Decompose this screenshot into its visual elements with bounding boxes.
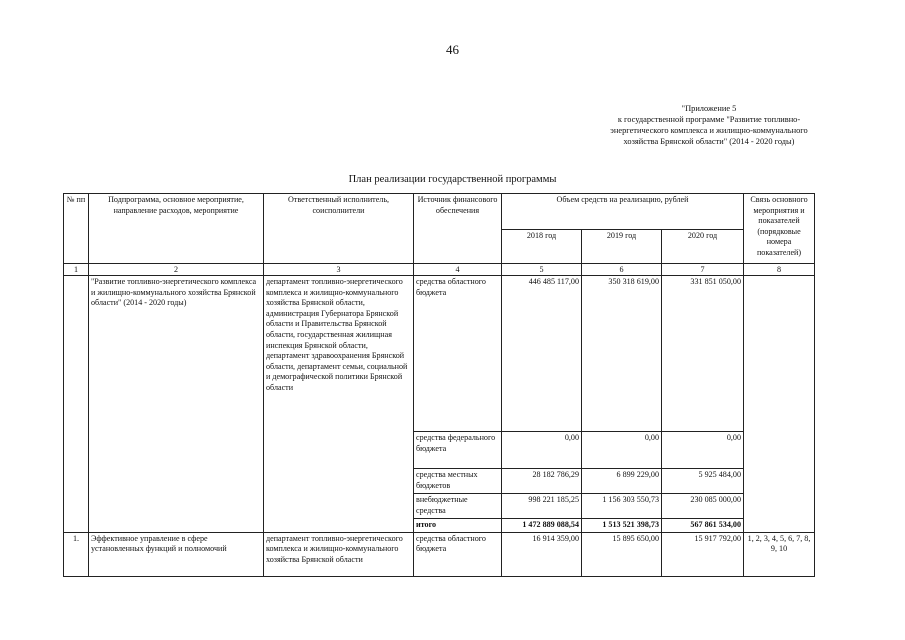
value-2018: 998 221 185,25 [502,494,582,519]
table-row [64,532,815,576]
program-num-cell [64,276,89,533]
value-2018: 28 182 786,29 [502,469,582,494]
item-name: Эффективное управление в сфере установленных функций и полномочий [89,532,264,576]
header-2019: 2019 год [582,230,662,264]
column-number: 8 [744,264,815,276]
source-cell: средства федерального бюджета [414,432,502,469]
source-cell: средства областного бюджета [414,276,502,432]
value-2018: 0,00 [502,432,582,469]
source-cell: средства областного бюджета [414,532,502,576]
value-2020: 0,00 [662,432,744,469]
plan-table [63,193,815,577]
value-2019: 0,00 [582,432,662,469]
item-num: 1. [64,532,89,576]
appendix-line: к государственной программе "Развитие топливно- [617,115,801,124]
appendix-line: хозяйства Брянской области" (2014 - 2020 годы) [623,137,795,146]
column-number: 3 [264,264,414,276]
appendix-line: "Приложение 5 [681,104,737,113]
value-2018: 16 914 359,00 [502,532,582,576]
value-2020: 230 085 000,00 [662,494,744,519]
header-2018: 2018 год [502,230,582,264]
value-2019: 15 895 650,00 [582,532,662,576]
header-executor: Ответственный исполнитель, соисполнители [264,194,414,264]
item-link: 1, 2, 3, 4, 5, 6, 7, 8, 9, 10 [744,532,815,576]
column-number: 4 [414,264,502,276]
appendix-note [594,103,824,147]
table-row [64,276,815,432]
value-2020: 5 925 484,00 [662,469,744,494]
column-number: 5 [502,264,582,276]
total-2020: 567 861 534,00 [662,519,744,533]
source-cell: внебюджетные средства [414,494,502,519]
value-2019: 350 318 619,00 [582,276,662,432]
page-number: 46 [446,42,459,57]
program-executor: департамент топливно-энергетического комплекса и жилищно-коммунального хозяйства Брянской области, администрация Губернатора Брянской области и Правительства Брянской области, государственная жилищная инспекция Брянской области, департамент здравоохранения Брянской области, департамент семьи, социальной и демографической политики Брянской области [264,276,414,533]
program-link-cell [744,276,815,533]
total-2019: 1 513 521 398,73 [582,519,662,533]
value-2019: 6 899 229,00 [582,469,662,494]
document-title: План реализации государственной программы [348,174,557,185]
appendix-line: энергетического комплекса и жилищно-коммунального [610,126,808,135]
value-2018: 446 485 117,00 [502,276,582,432]
column-number: 2 [89,264,264,276]
header-subprogram: Подпрограмма, основное мероприятие, направление расходов, мероприятие [89,194,264,264]
column-number: 6 [582,264,662,276]
item-executor: департамент топливно-энергетического комплекса и жилищно-коммунального хозяйства Брянской области [264,532,414,576]
header-volume: Объем средств на реализацию, рублей [502,194,744,230]
program-name: "Развитие топливно-энергетического комплекса и жилищно-коммунального хозяйства Брянской области" (2014 - 2020 годы) [89,276,264,533]
value-2020: 331 851 050,00 [662,276,744,432]
column-number: 7 [662,264,744,276]
source-cell: итого [414,519,502,533]
total-2018: 1 472 889 088,54 [502,519,582,533]
header-2020: 2020 год [662,230,744,264]
value-2020: 15 917 792,00 [662,532,744,576]
source-cell: средства местных бюджетов [414,469,502,494]
column-number: 1 [64,264,89,276]
header-source: Источник финансового обеспечения [414,194,502,264]
header-link: Связь основного мероприятия и показателей (порядковые номера показателей) [744,194,815,264]
value-2019: 1 156 303 550,73 [582,494,662,519]
header-num: № пп [64,194,89,264]
